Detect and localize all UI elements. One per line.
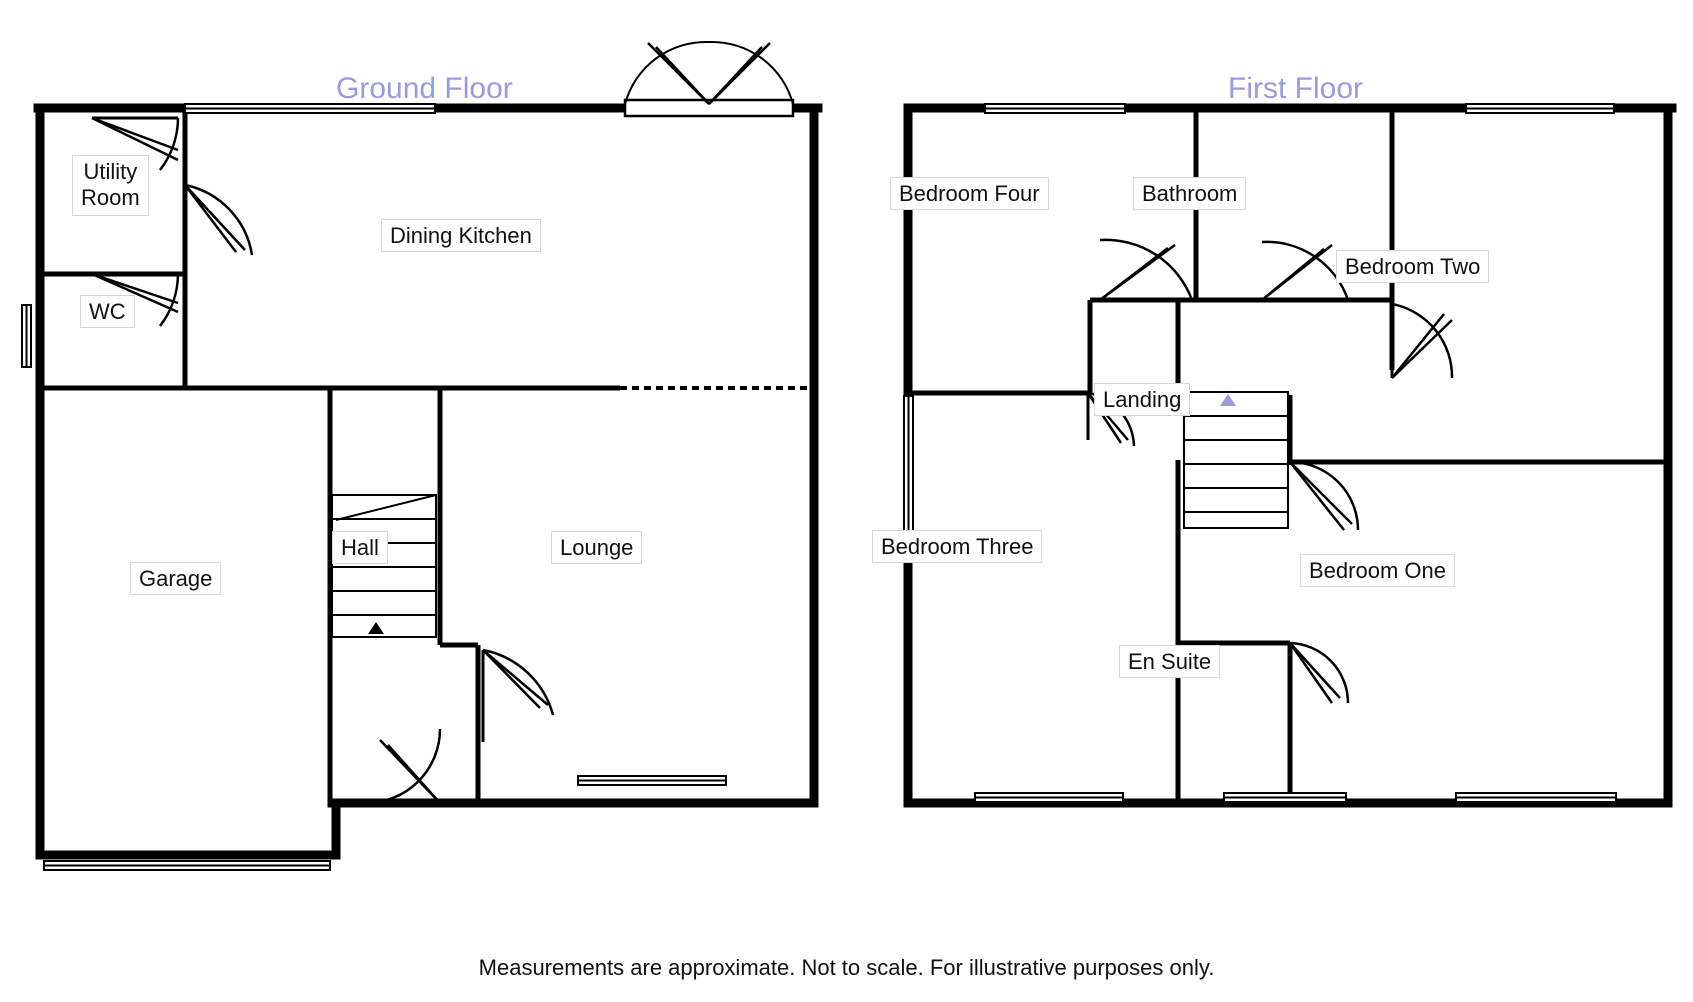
room-label-garage: Garage <box>130 562 221 595</box>
room-label-bedroom-four: Bedroom Four <box>890 177 1049 210</box>
floor-title-first: First Floor <box>1228 72 1363 105</box>
room-label-bedroom-three: Bedroom Three <box>872 530 1042 563</box>
ground-french-doors <box>625 42 793 116</box>
first-staircase <box>1184 392 1288 528</box>
room-label-bedroom-two: Bedroom Two <box>1336 250 1489 283</box>
room-label-line: Room <box>81 185 140 211</box>
room-label-wc: WC <box>80 295 135 328</box>
floor-title-ground: Ground Floor <box>336 72 513 105</box>
room-label-bathroom: Bathroom <box>1133 177 1246 210</box>
room-label-line: Utility <box>83 159 138 184</box>
room-label-landing: Landing <box>1094 383 1190 416</box>
room-label-en-suite: En Suite <box>1119 645 1220 678</box>
room-label-lounge: Lounge <box>551 531 642 564</box>
room-label-bedroom-one: Bedroom One <box>1300 554 1455 587</box>
room-label-utility-room <box>72 155 149 216</box>
ground-staircase <box>332 495 436 637</box>
room-label-dining-kitchen: Dining Kitchen <box>381 219 541 252</box>
ground-interior-walls <box>40 110 812 803</box>
disclaimer-text: Measurements are approximate. Not to scale. For illustrative purposes only. <box>478 955 1215 980</box>
ground-windows <box>22 104 726 870</box>
room-label-hall: Hall <box>332 531 388 564</box>
